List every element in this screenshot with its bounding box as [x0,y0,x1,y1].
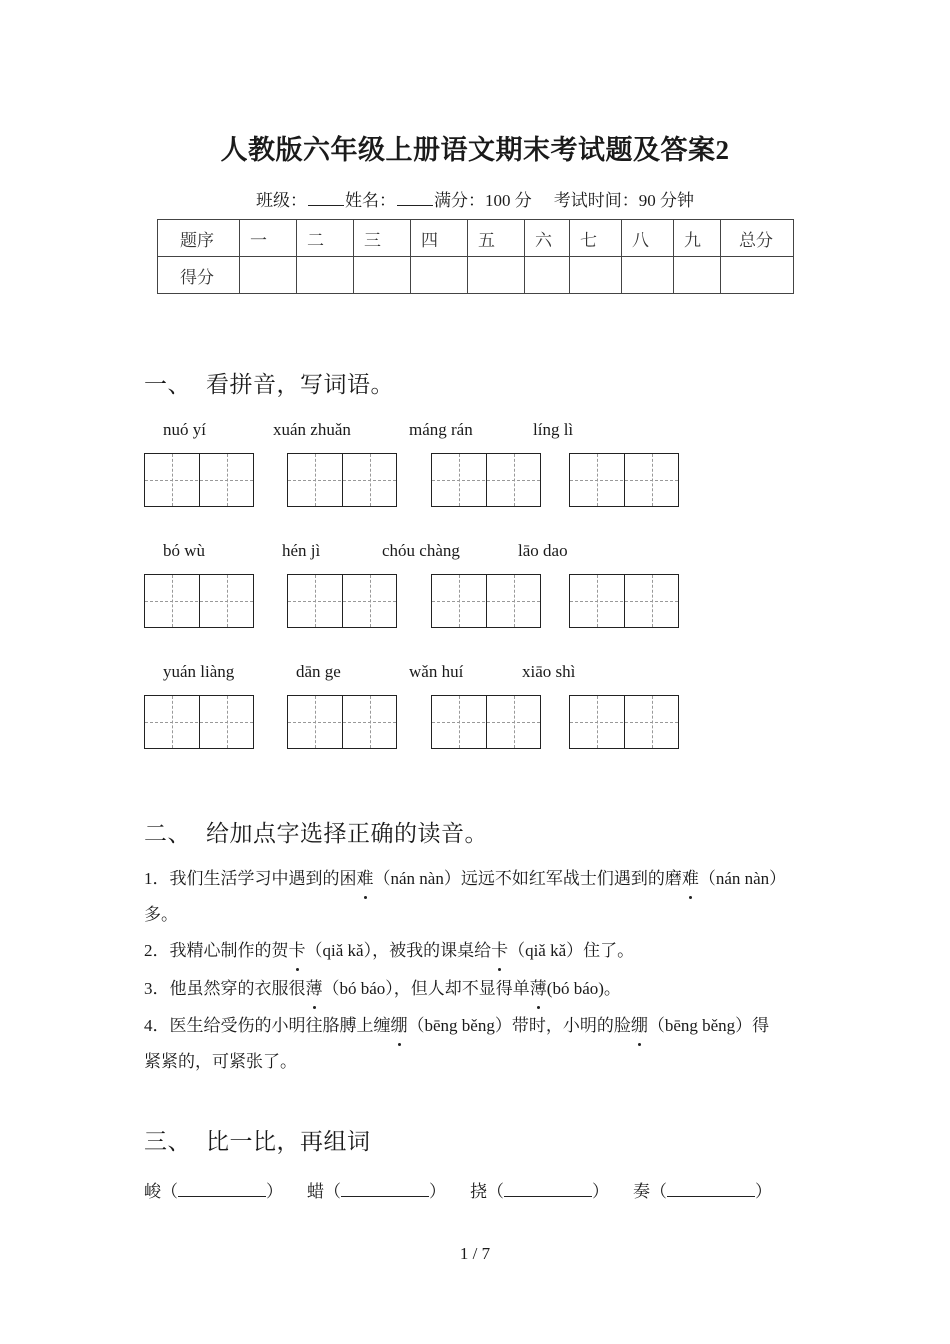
question-2 [144,933,784,969]
score-header-cell: 五 [468,220,525,257]
question-text: （nán nàn）多。 [144,869,778,924]
class-label: 班级： [256,191,307,210]
score-value-row [158,257,794,294]
question-text: （qiǎ kǎ）住了。 [508,941,635,960]
section-title: 给加点字选择正确的读音。 [206,821,488,846]
section2-heading [144,815,488,848]
compare-item: 蜡（ ） [307,1182,446,1201]
score-cell[interactable] [622,257,674,294]
writing-grid[interactable] [144,453,254,507]
writing-grid[interactable] [144,695,254,749]
score-cell[interactable] [570,257,622,294]
writing-grid[interactable] [287,695,397,749]
answer-blank[interactable] [341,1182,429,1197]
pinyin-label: xiāo shì [522,662,576,681]
dotted-char: 薄 [306,971,323,1007]
pinyin-label: lāo dao [518,541,568,560]
question-text: (bó báo)。 [546,979,621,998]
page-number: 1 / 7 [459,1244,491,1263]
question-text: 3．他虽然穿的衣服很 [144,979,306,998]
compare-char: 挠 [470,1182,487,1201]
score-cell[interactable] [721,257,794,294]
score-cell[interactable] [240,257,297,294]
writing-grid[interactable] [569,695,679,749]
question-4 [144,1008,784,1080]
pinyin-label: dān ge [296,662,341,681]
writing-grid[interactable] [569,453,679,507]
dotted-char: 绷 [631,1008,648,1044]
pinyin-label: chóu chàng [382,541,460,560]
score-header-cell: 题序 [158,220,240,257]
class-blank [308,191,344,206]
question-text: （nán nàn）远远不如红军战士们遇到的磨 [373,869,682,888]
writing-grid[interactable] [287,574,397,628]
answer-blank[interactable] [667,1182,755,1197]
score-header-row [158,220,794,257]
page-title: 人教版六年级上册语文期末考试题及答案2 [220,135,730,165]
writing-grid[interactable] [569,574,679,628]
score-header-cell: 一 [240,220,297,257]
pinyin-label: líng lì [533,420,574,439]
writing-grid[interactable] [144,574,254,628]
answer-blank[interactable] [178,1182,266,1197]
compare-char: 奏 [633,1182,650,1201]
pinyin-label: wǎn huí [409,662,464,681]
score-cell[interactable] [411,257,468,294]
question-text: （bēng běng）得紧紧的，可紧张了。 [144,1016,770,1071]
compare-item: 挠（ ） [470,1182,609,1201]
score-cell[interactable] [297,257,354,294]
score-cell[interactable] [674,257,721,294]
question-text: （bó báo），但人却不显得单 [322,979,530,998]
name-blank [397,191,433,206]
dotted-char: 卡 [491,933,508,969]
section-number: 一、 [144,372,191,397]
score-header-cell: 三 [354,220,411,257]
question-text: （bēng běng）带时，小明的脸 [407,1016,631,1035]
section-title: 看拼音，写词语。 [206,372,394,397]
writing-grid[interactable] [287,453,397,507]
question-text: 1．我们生活学习中遇到的困 [144,869,357,888]
pinyin-label: máng rán [409,420,473,439]
full-score: 满分：100 分 [434,191,532,210]
score-cell[interactable] [468,257,525,294]
question-text: 4．医生给受伤的小明往胳膊上缠 [144,1016,391,1035]
score-table [157,219,794,294]
dotted-char: 难 [357,861,374,897]
section-number: 三、 [144,1129,191,1154]
answer-blank[interactable] [504,1182,592,1197]
score-header-cell: 九 [674,220,721,257]
question-text: （qiǎ kǎ），被我的课桌给 [305,941,492,960]
score-header-cell: 总分 [721,220,794,257]
pinyin-label: hén jì [282,541,321,560]
name-label: 姓名： [345,191,396,210]
compare-item: 奏（ ） [633,1182,772,1201]
exam-time: 考试时间：90 分钟 [553,191,694,210]
compare-char: 蜡 [307,1182,324,1201]
pinyin-label: nuó yí [163,420,206,439]
score-header-cell: 二 [297,220,354,257]
score-header-cell: 六 [525,220,570,257]
score-header-cell: 四 [411,220,468,257]
writing-grid[interactable] [431,453,541,507]
score-header-cell: 八 [622,220,674,257]
score-header-cell: 七 [570,220,622,257]
section-title: 比一比，再组词 [206,1129,371,1154]
dotted-char: 薄 [530,971,547,1007]
writing-grid[interactable] [431,574,541,628]
question-text: 2．我精心制作的贺 [144,941,289,960]
score-row-label: 得分 [158,257,240,294]
exam-meta [0,186,950,211]
compare-item: 峻（ ） [144,1182,283,1201]
score-cell[interactable] [525,257,570,294]
writing-grid[interactable] [431,695,541,749]
dotted-char: 卡 [289,933,306,969]
dotted-char: 绷 [391,1008,408,1044]
question-1 [144,861,784,933]
dotted-char: 难 [682,861,699,897]
section-number: 二、 [144,821,191,846]
pinyin-label: bó wù [163,541,206,560]
section1-heading [144,366,394,399]
question-3 [144,971,784,1007]
section3-heading [144,1123,371,1156]
pinyin-label: xuán zhuǎn [273,420,351,439]
compare-char: 峻 [144,1182,161,1201]
score-cell[interactable] [354,257,411,294]
pinyin-label: yuán liàng [163,662,235,681]
